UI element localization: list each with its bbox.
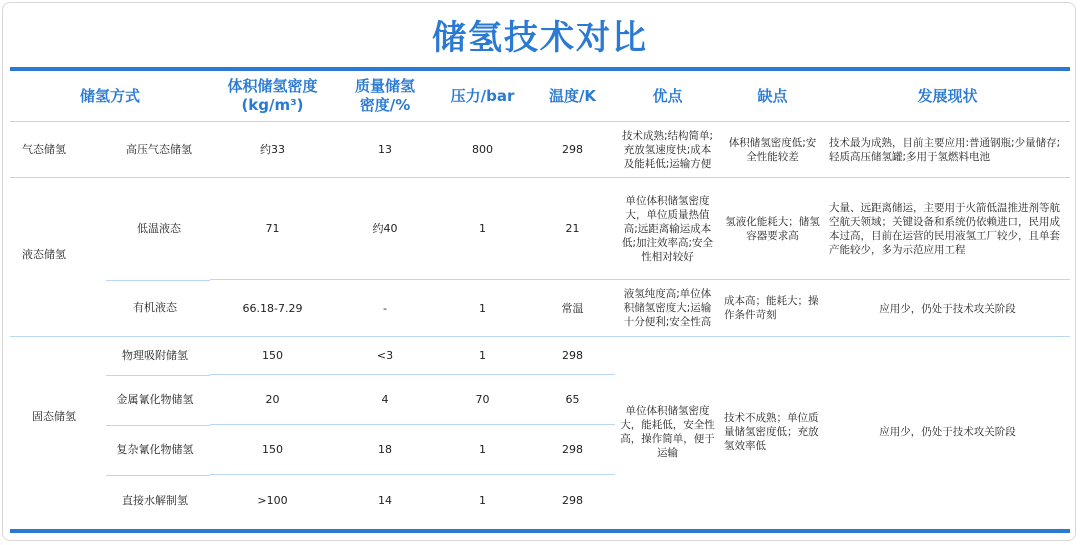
header-method: 储氢方式 xyxy=(10,71,210,122)
pressure-cell: 1 xyxy=(479,494,486,508)
temperature-cell: 298 xyxy=(530,122,615,178)
status-cell: 应用少，仍处于技术攻关阶段 xyxy=(825,280,1070,337)
header-pros: 优点 xyxy=(615,71,720,122)
group-label: 气态储氢 xyxy=(22,143,66,156)
method-cell: 有机液态 xyxy=(133,301,177,315)
volume-density-cell: 66.18-7.29 xyxy=(210,280,335,337)
header-temperature: 温度/K xyxy=(530,71,615,122)
temperature-cell: 常温 xyxy=(530,280,615,337)
method-cell: 物理吸附储氢 xyxy=(122,349,188,363)
cons-cell: 氢液化能耗大；储氢容器要求高 xyxy=(720,178,825,280)
pressure-cell: 70 xyxy=(435,375,530,425)
pros-cell: 单位体积储氢密度大，能耗低，安全性高，操作简单，便于运输 xyxy=(620,404,715,459)
cons-cell: 体积储氢密度低;安全性能较差 xyxy=(720,122,825,178)
method-row-cell xyxy=(10,409,210,475)
pros-cell: 单位体积储氢密度大，单位质量热值高;远距离输运成本低;加注效率高;安全性相对较好 xyxy=(615,178,720,280)
volume-density-cell: 150 xyxy=(210,337,335,375)
cons-cell: 技术不成熟；单位质量储氢密度低；充放氢效率低 xyxy=(724,411,819,452)
table-row xyxy=(10,280,1070,337)
header-mass-density: 质量储氢 密度/% xyxy=(335,71,435,122)
status-cell: 应用少，仍处于技术攻关阶段 xyxy=(879,426,1016,439)
mass-density-cell: <3 xyxy=(335,337,435,375)
method-cell: 金属氰化物储氢 xyxy=(116,393,194,406)
header-row xyxy=(10,71,1070,122)
pros-cell: 技术成熟;结构简单;充放氢速度快;成本及能耗低;运输方便 xyxy=(615,122,720,178)
group-label: 固态储氢 xyxy=(32,409,76,423)
method-cell: 直接水解制氢 xyxy=(122,494,188,507)
temperature-cell: 298 xyxy=(530,425,615,475)
temperature-cell: 65 xyxy=(530,375,615,425)
group-gas-row-cell xyxy=(10,122,210,178)
method-row-cell xyxy=(10,280,210,337)
header-pressure: 压力/bar xyxy=(435,71,530,122)
mass-density-cell: 13 xyxy=(335,122,435,178)
pressure-cell: 1 xyxy=(435,178,530,280)
volume-density-cell: 20 xyxy=(210,375,335,425)
pressure-cell: 1 xyxy=(435,337,530,375)
pros-cell: 液氢纯度高;单位体积储氢密度大;运输十分便利;安全性高 xyxy=(615,280,720,337)
pressure-cell: 1 xyxy=(435,280,530,337)
group-label: 液态储氢 xyxy=(22,248,66,262)
header-volume-density: 体积储氢密度 (kg/m³) xyxy=(210,71,335,122)
pressure-cell: 800 xyxy=(435,122,530,178)
volume-density-cell: 约33 xyxy=(210,122,335,178)
mass-density-cell: 18 xyxy=(335,425,435,475)
comparison-table xyxy=(10,71,1070,527)
method-row-cell xyxy=(10,337,210,375)
mass-density-cell: 14 xyxy=(378,494,392,508)
status-cell: 大量、远距离储运，主要用于火箭低温推进剂等航空航天领域；关键设备和系统仍依赖进口，民用成本过高，目前在运营的民用液氢工厂较少，且单套产能较少，多为示范应用工程 xyxy=(825,178,1070,280)
table-row xyxy=(10,122,1070,178)
mass-density-cell: - xyxy=(335,280,435,337)
mass-density-cell: 4 xyxy=(335,375,435,425)
volume-density-cell: 71 xyxy=(210,178,335,280)
header-cons: 缺点 xyxy=(720,71,825,122)
mass-density-cell: 约40 xyxy=(335,178,435,280)
temperature-cell: 298 xyxy=(562,494,583,508)
page-title: 储氢技术对比 xyxy=(432,18,648,58)
method-row-cell xyxy=(10,475,210,527)
method-cell: 高压气态储氢 xyxy=(126,143,192,156)
volume-density-cell: >100 xyxy=(257,494,288,508)
group-liquid-row-cell xyxy=(10,178,210,280)
footer-rule xyxy=(10,529,1070,533)
volume-density-cell: 150 xyxy=(210,425,335,475)
method-cell: 复杂氰化物储氢 xyxy=(116,443,194,456)
status-cell: 技术最为成熟，目前主要应用:普通钢瓶;少量储存;轻质高压储氢罐;多用于氢燃料电池 xyxy=(825,122,1070,178)
method-cell: 低温液态 xyxy=(137,222,181,236)
pressure-cell: 1 xyxy=(435,425,530,475)
temperature-cell: 21 xyxy=(530,178,615,280)
temperature-cell: 298 xyxy=(530,337,615,375)
table-row xyxy=(10,337,1070,375)
cons-cell: 成本高；能耗大；操作条件苛刻 xyxy=(720,280,825,337)
header-status: 发展现状 xyxy=(825,71,1070,122)
table-row xyxy=(10,178,1070,280)
